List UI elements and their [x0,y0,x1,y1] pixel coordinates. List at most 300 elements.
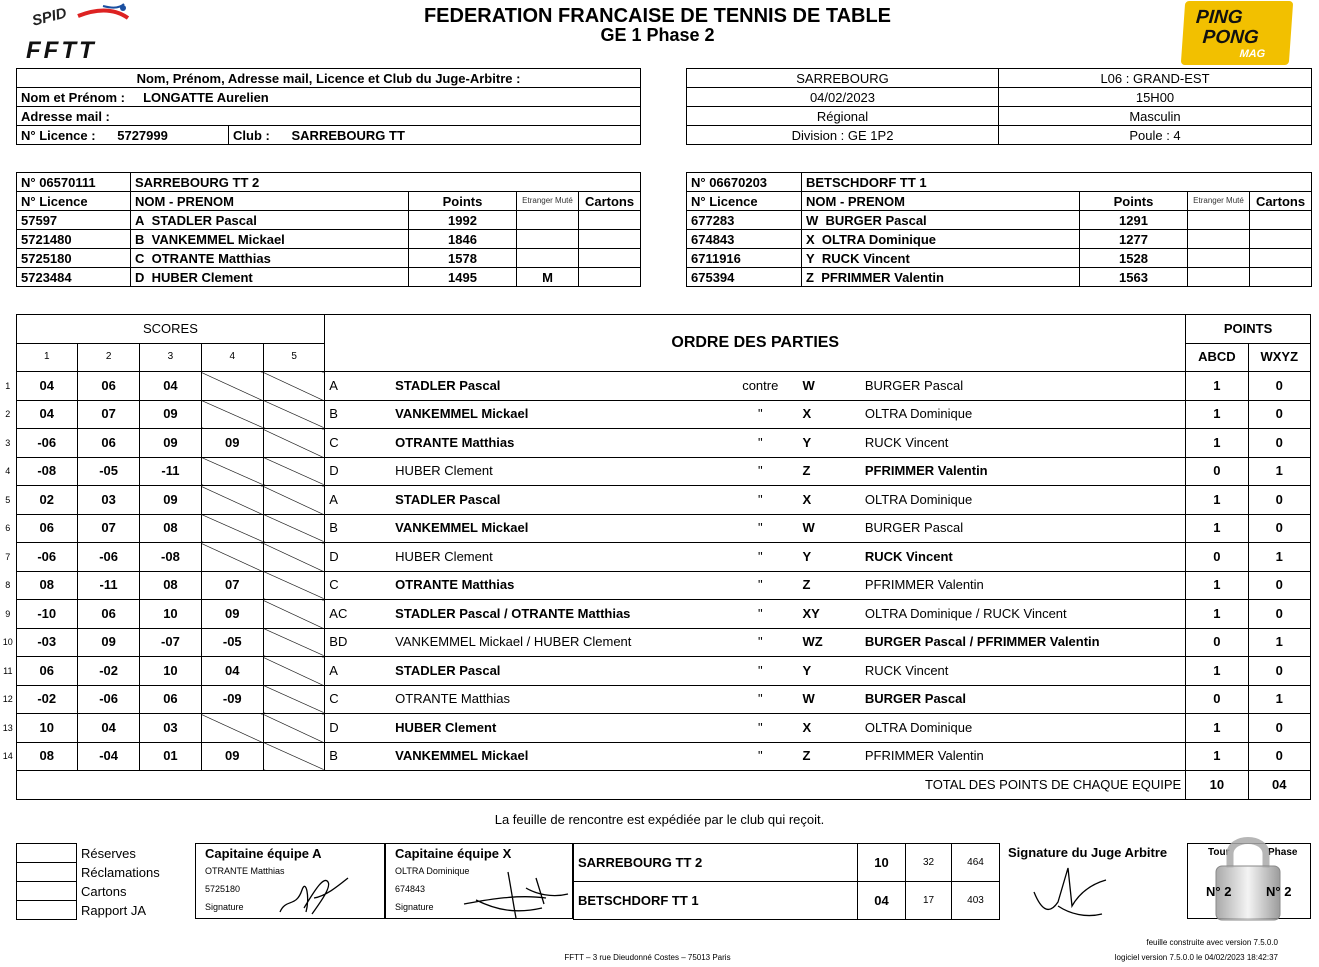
player-a: VANKEMMEL Mickael / HUBER Clement [391,628,730,657]
player-x: RUCK Vincent [861,543,1186,572]
set-score: 09 [201,429,263,458]
game-number: 5 [5,494,11,505]
set-score: -11 [77,571,139,600]
set-score [263,543,324,572]
letter-a: D [325,543,391,572]
player-a: OTRANTE Matthias [391,685,730,714]
player-licence: 5721480 [17,230,131,249]
lock-icon [1208,828,1288,924]
captain-a-licence: 5725180 [205,884,241,894]
score-x: 0 [1248,400,1310,429]
col-licence: N° Licence [687,192,802,211]
player-licence: 677283 [687,211,802,230]
player-foreign [1188,249,1250,268]
judge-licence-cell [17,126,229,145]
tour-label: Tour [1208,847,1230,858]
player-cards [579,268,641,287]
score-x: 0 [1248,657,1310,686]
summary-team-a: SARREBOURG TT 2 [574,844,858,882]
player-a: VANKEMMEL Mickael [391,514,730,543]
player-a: STADLER Pascal [391,372,730,401]
set-score: -10 [16,600,77,629]
game-number: 7 [5,551,11,562]
player-cards [1250,211,1312,230]
player-row [17,230,641,249]
player-name-cell [802,230,1080,249]
set-score: 07 [77,400,139,429]
player-name-cell [131,211,409,230]
judge-club-label: Club : [233,127,270,143]
summary-team-x: BETSCHDORF TT 1 [574,882,858,920]
col-points: Points [409,192,517,211]
set-score [263,486,324,515]
set-score [263,657,324,686]
event-gender: Masculin [999,107,1312,126]
game-row [0,543,1311,572]
player-x: OLTRA Dominique [861,714,1186,743]
event-division: Division : GE 1P2 [687,126,999,145]
player-cards [1250,249,1312,268]
cartons-checkbox[interactable] [17,882,77,901]
total-x: 04 [1248,771,1310,800]
player-letter: C [135,250,145,266]
set-score [263,457,324,486]
reclamations-label: Réclamations [81,864,160,880]
set-score: 10 [16,714,77,743]
event-place: SARREBOURG [687,69,999,88]
set-score: 08 [140,571,201,600]
set-score: 09 [140,400,201,429]
score-x: 1 [1248,457,1310,486]
player-row [687,268,1312,287]
versus: " [730,600,790,629]
set-score: 06 [140,685,201,714]
svg-text:PONG: PONG [1201,27,1260,48]
summary-points-x: 04 [858,882,906,920]
letter-a: B [325,514,391,543]
player-x: PFRIMMER Valentin [861,742,1186,771]
player-name-cell [131,230,409,249]
page-title: FEDERATION FRANCAISE DE TENNIS DE TABLE [423,5,892,27]
versus: contre [730,372,790,401]
captain-a-title: Capitaine équipe A [205,846,322,861]
letter-x: XY [790,600,860,629]
total-row [0,771,1311,800]
letter-a: A [325,657,391,686]
set-score [201,486,263,515]
letter-x: Y [790,657,860,686]
logo-fftt-text: FFTT [26,37,97,64]
player-row [687,230,1312,249]
set-score: -06 [16,543,77,572]
score-a: 1 [1186,400,1248,429]
set-score: -02 [77,657,139,686]
game-row [0,600,1311,629]
player-name-cell [131,268,409,287]
judge-name-label: Nom et Prénom : [21,89,126,105]
player-name-cell [802,268,1080,287]
player-letter: W [806,212,819,228]
set-score: 10 [140,600,201,629]
judge-club-cell [229,126,641,145]
col-foreign: Etranger Muté [1188,192,1250,211]
score-x: 1 [1248,543,1310,572]
player-points: 1291 [1080,211,1188,230]
abcd-header: ABCD [1186,343,1248,372]
player-a: STADLER Pascal [391,657,730,686]
player-x: BURGER Pascal [861,372,1186,401]
pingpong-mag-logo [1181,1,1293,65]
player-x: OLTRA Dominique / RUCK Vincent [861,600,1186,629]
set-score [201,400,263,429]
points-header: POINTS [1186,315,1311,344]
set-score [201,372,263,401]
game-number: 10 [2,637,13,648]
captain-x-name: OLTRA Dominique [395,866,470,876]
letter-x: X [790,486,860,515]
build-info: feuille construite avec version 7.5.0.0 [1146,938,1278,947]
player-letter: A [135,212,145,228]
player-letter: X [806,231,815,247]
event-level: Régional [687,107,999,126]
player-x: RUCK Vincent [861,657,1186,686]
set-score: 08 [16,571,77,600]
player-cards [579,230,641,249]
judge-signature [1030,862,1110,922]
score-x: 0 [1248,714,1310,743]
set-number: 4 [201,343,263,372]
letter-a: D [325,457,391,486]
set-score [263,600,324,629]
player-foreign [517,211,579,230]
player-points: 1846 [409,230,517,249]
player-x: PFRIMMER Valentin [861,457,1186,486]
reclamations-checkbox[interactable] [17,863,77,882]
letter-x: X [790,714,860,743]
judge-licence-label: N° Licence : [21,127,96,143]
player-name-cell [131,249,409,268]
game-row [0,429,1311,458]
letter-x: Z [790,457,860,486]
player-row [687,249,1312,268]
set-score: 04 [77,714,139,743]
game-row [0,514,1311,543]
set-score: 04 [16,372,77,401]
game-row [0,372,1311,401]
player-x: RUCK Vincent [861,429,1186,458]
set-score: 08 [16,742,77,771]
event-table [686,68,1312,145]
checkbox-table [16,843,189,920]
versus: " [730,514,790,543]
set-score: -06 [77,685,139,714]
player-x: OLTRA Dominique [861,400,1186,429]
set-score: -04 [77,742,139,771]
player-cards [579,249,641,268]
player-points: 1528 [1080,249,1188,268]
score-x: 0 [1248,600,1310,629]
letter-a: C [325,429,391,458]
player-name: RUCK Vincent [821,250,910,266]
letter-x: Z [790,571,860,600]
set-score: 03 [140,714,201,743]
set-score: 06 [77,600,139,629]
letter-x: WZ [790,628,860,657]
score-a: 1 [1186,372,1248,401]
reserves-checkbox[interactable] [17,844,77,863]
player-cards [579,211,641,230]
captain-x-licence: 674843 [395,884,426,894]
captain-x-title: Capitaine équipe X [395,846,512,861]
captain-x-signature-label: Signature [395,902,434,912]
player-licence: 5723484 [17,268,131,287]
player-name: OTRANTE Matthias [151,250,271,266]
set-score: 09 [140,429,201,458]
player-x: BURGER Pascal [861,514,1186,543]
player-letter: Z [806,269,814,285]
set-score: -08 [140,543,201,572]
scores-header: SCORES [16,315,325,344]
set-score: 06 [77,429,139,458]
captain-a-signature [276,868,356,918]
set-score: -06 [16,429,77,458]
versus: " [730,628,790,657]
player-cards [1250,268,1312,287]
player-points: 1495 [409,268,517,287]
letter-x: W [790,372,860,401]
score-x: 0 [1248,742,1310,771]
software-version: logiciel version 7.5.0.0 le 04/02/2023 18:42:37 [1114,953,1278,962]
summary-sets-x: 17 [906,882,952,920]
set-score [201,514,263,543]
set-score: -06 [77,543,139,572]
game-row [0,742,1311,771]
set-score [201,714,263,743]
summary-table [573,843,1000,920]
letter-x: X [790,400,860,429]
player-name: HUBER Clement [151,269,253,285]
player-name-cell [802,249,1080,268]
player-foreign [517,249,579,268]
player-points: 1992 [409,211,517,230]
set-score: 07 [77,514,139,543]
score-a: 1 [1186,742,1248,771]
summary-points-a: 10 [858,844,906,882]
col-name: NOM - PRENOM [131,192,409,211]
set-score: 02 [16,486,77,515]
player-points: 1578 [409,249,517,268]
set-score: 04 [140,372,201,401]
judge-name: LONGATTE Aurelien [143,89,269,105]
player-cards [1250,230,1312,249]
game-number: 4 [5,466,11,477]
player-points: 1563 [1080,268,1188,287]
set-score: 04 [201,657,263,686]
set-number: 5 [263,343,324,372]
order-header: ORDRE DES PARTIES [325,315,1186,372]
letter-x: Z [790,742,860,771]
set-score [263,400,324,429]
player-name: OLTRA Dominique [821,231,937,247]
phase-value: N° 2 [1266,884,1292,899]
letter-a: B [325,400,391,429]
set-score: -07 [140,628,201,657]
set-score [201,543,263,572]
judge-name-row [17,88,641,107]
team-a-name: SARREBOURG TT 2 [131,173,641,192]
col-cards: Cartons [579,192,641,211]
letter-a: C [325,571,391,600]
player-a: STADLER Pascal / OTRANTE Matthias [391,600,730,629]
match-table [0,314,1311,800]
captain-a-name: OTRANTE Matthias [205,866,285,876]
set-score: 06 [16,657,77,686]
judge-mail-row [17,107,641,126]
player-name: VANKEMMEL Mickael [151,231,285,247]
judge-heading: Nom, Prénom, Adresse mail, Licence et Club du Juge-Arbitre : [17,69,641,88]
team-x-table [686,172,1312,287]
player-a: HUBER Clement [391,457,730,486]
captain-x-signature [456,864,571,922]
player-row [17,249,641,268]
event-league: L06 : GRAND-EST [999,69,1312,88]
set-score: -05 [77,457,139,486]
judge-club: SARREBOURG TT [291,127,405,143]
set-score: -02 [16,685,77,714]
versus: " [730,429,790,458]
phase-label: Phase [1268,847,1298,858]
col-licence: N° Licence [17,192,131,211]
versus: " [730,457,790,486]
summary-sets-a: 32 [906,844,952,882]
set-score: 09 [201,600,263,629]
total-label: TOTAL DES POINTS DE CHAQUE EQUIPE [16,771,1186,800]
game-number: 12 [2,694,13,705]
svg-text:MAG: MAG [1239,48,1266,60]
set-score: 09 [140,486,201,515]
set-score [201,457,263,486]
score-a: 1 [1186,600,1248,629]
cartons-label: Cartons [81,883,127,899]
tour-value: N° 2 [1206,884,1232,899]
letter-a: B [325,742,391,771]
game-number: 1 [5,380,11,391]
svg-text:PING: PING [1195,7,1244,28]
set-score [263,514,324,543]
team-a-number: N° 06570111 [17,173,131,192]
player-x: PFRIMMER Valentin [861,571,1186,600]
player-letter: Y [806,250,815,266]
set-score [263,685,324,714]
player-letter: B [135,231,145,247]
judge-table [16,68,641,145]
player-name-cell [802,211,1080,230]
team-a-table [16,172,641,287]
reserves-label: Réserves [81,845,136,861]
summary-balls-a: 464 [952,844,1000,882]
player-foreign [1188,211,1250,230]
summary-balls-x: 403 [952,882,1000,920]
set-score: 09 [201,742,263,771]
set-score: -11 [140,457,201,486]
player-row [687,211,1312,230]
event-date: 04/02/2023 [687,88,999,107]
logo-spid-text: SPID [30,4,69,30]
event-time: 15H00 [999,88,1312,107]
score-a: 1 [1186,714,1248,743]
set-score: -05 [201,628,263,657]
set-score: 06 [16,514,77,543]
game-row [0,714,1311,743]
score-a: 0 [1186,628,1248,657]
game-row [0,400,1311,429]
game-row [0,657,1311,686]
page-subtitle: GE 1 Phase 2 [600,25,715,45]
letter-a: A [325,486,391,515]
tour-phase-box [1187,843,1311,919]
player-foreign [1188,268,1250,287]
score-a: 1 [1186,657,1248,686]
player-foreign [1188,230,1250,249]
set-score [263,742,324,771]
player-row [17,268,641,287]
set-number: 3 [140,343,201,372]
set-score: -03 [16,628,77,657]
set-score [263,429,324,458]
col-cards: Cartons [1250,192,1312,211]
letter-a: C [325,685,391,714]
score-x: 1 [1248,685,1310,714]
player-licence: 674843 [687,230,802,249]
player-x: OLTRA Dominique [861,486,1186,515]
player-name: BURGER Pascal [825,212,927,228]
score-x: 0 [1248,429,1310,458]
score-a: 1 [1186,514,1248,543]
player-licence: 6711916 [687,249,802,268]
game-number: 8 [5,580,11,591]
player-row [17,211,641,230]
letter-a: BD [325,628,391,657]
letter-x: Y [790,429,860,458]
set-score [263,628,324,657]
game-number: 14 [2,751,13,762]
player-letter: D [135,269,145,285]
game-number: 13 [2,722,13,733]
set-score [263,571,324,600]
event-pool: Poule : 4 [999,126,1312,145]
set-number: 1 [16,343,77,372]
player-points: 1277 [1080,230,1188,249]
player-foreign: M [517,268,579,287]
letter-x: W [790,514,860,543]
rapport-label: Rapport JA [81,902,147,918]
game-row [0,571,1311,600]
game-row [0,685,1311,714]
game-row [0,628,1311,657]
score-x: 0 [1248,486,1310,515]
rapport-checkbox[interactable] [17,901,77,920]
player-a: OTRANTE Matthias [391,429,730,458]
player-foreign [517,230,579,249]
score-a: 0 [1186,457,1248,486]
score-a: 1 [1186,486,1248,515]
versus: " [730,400,790,429]
letter-a: AC [325,600,391,629]
set-score: 04 [16,400,77,429]
versus: " [730,486,790,515]
player-a: HUBER Clement [391,543,730,572]
col-foreign: Etranger Muté [517,192,579,211]
